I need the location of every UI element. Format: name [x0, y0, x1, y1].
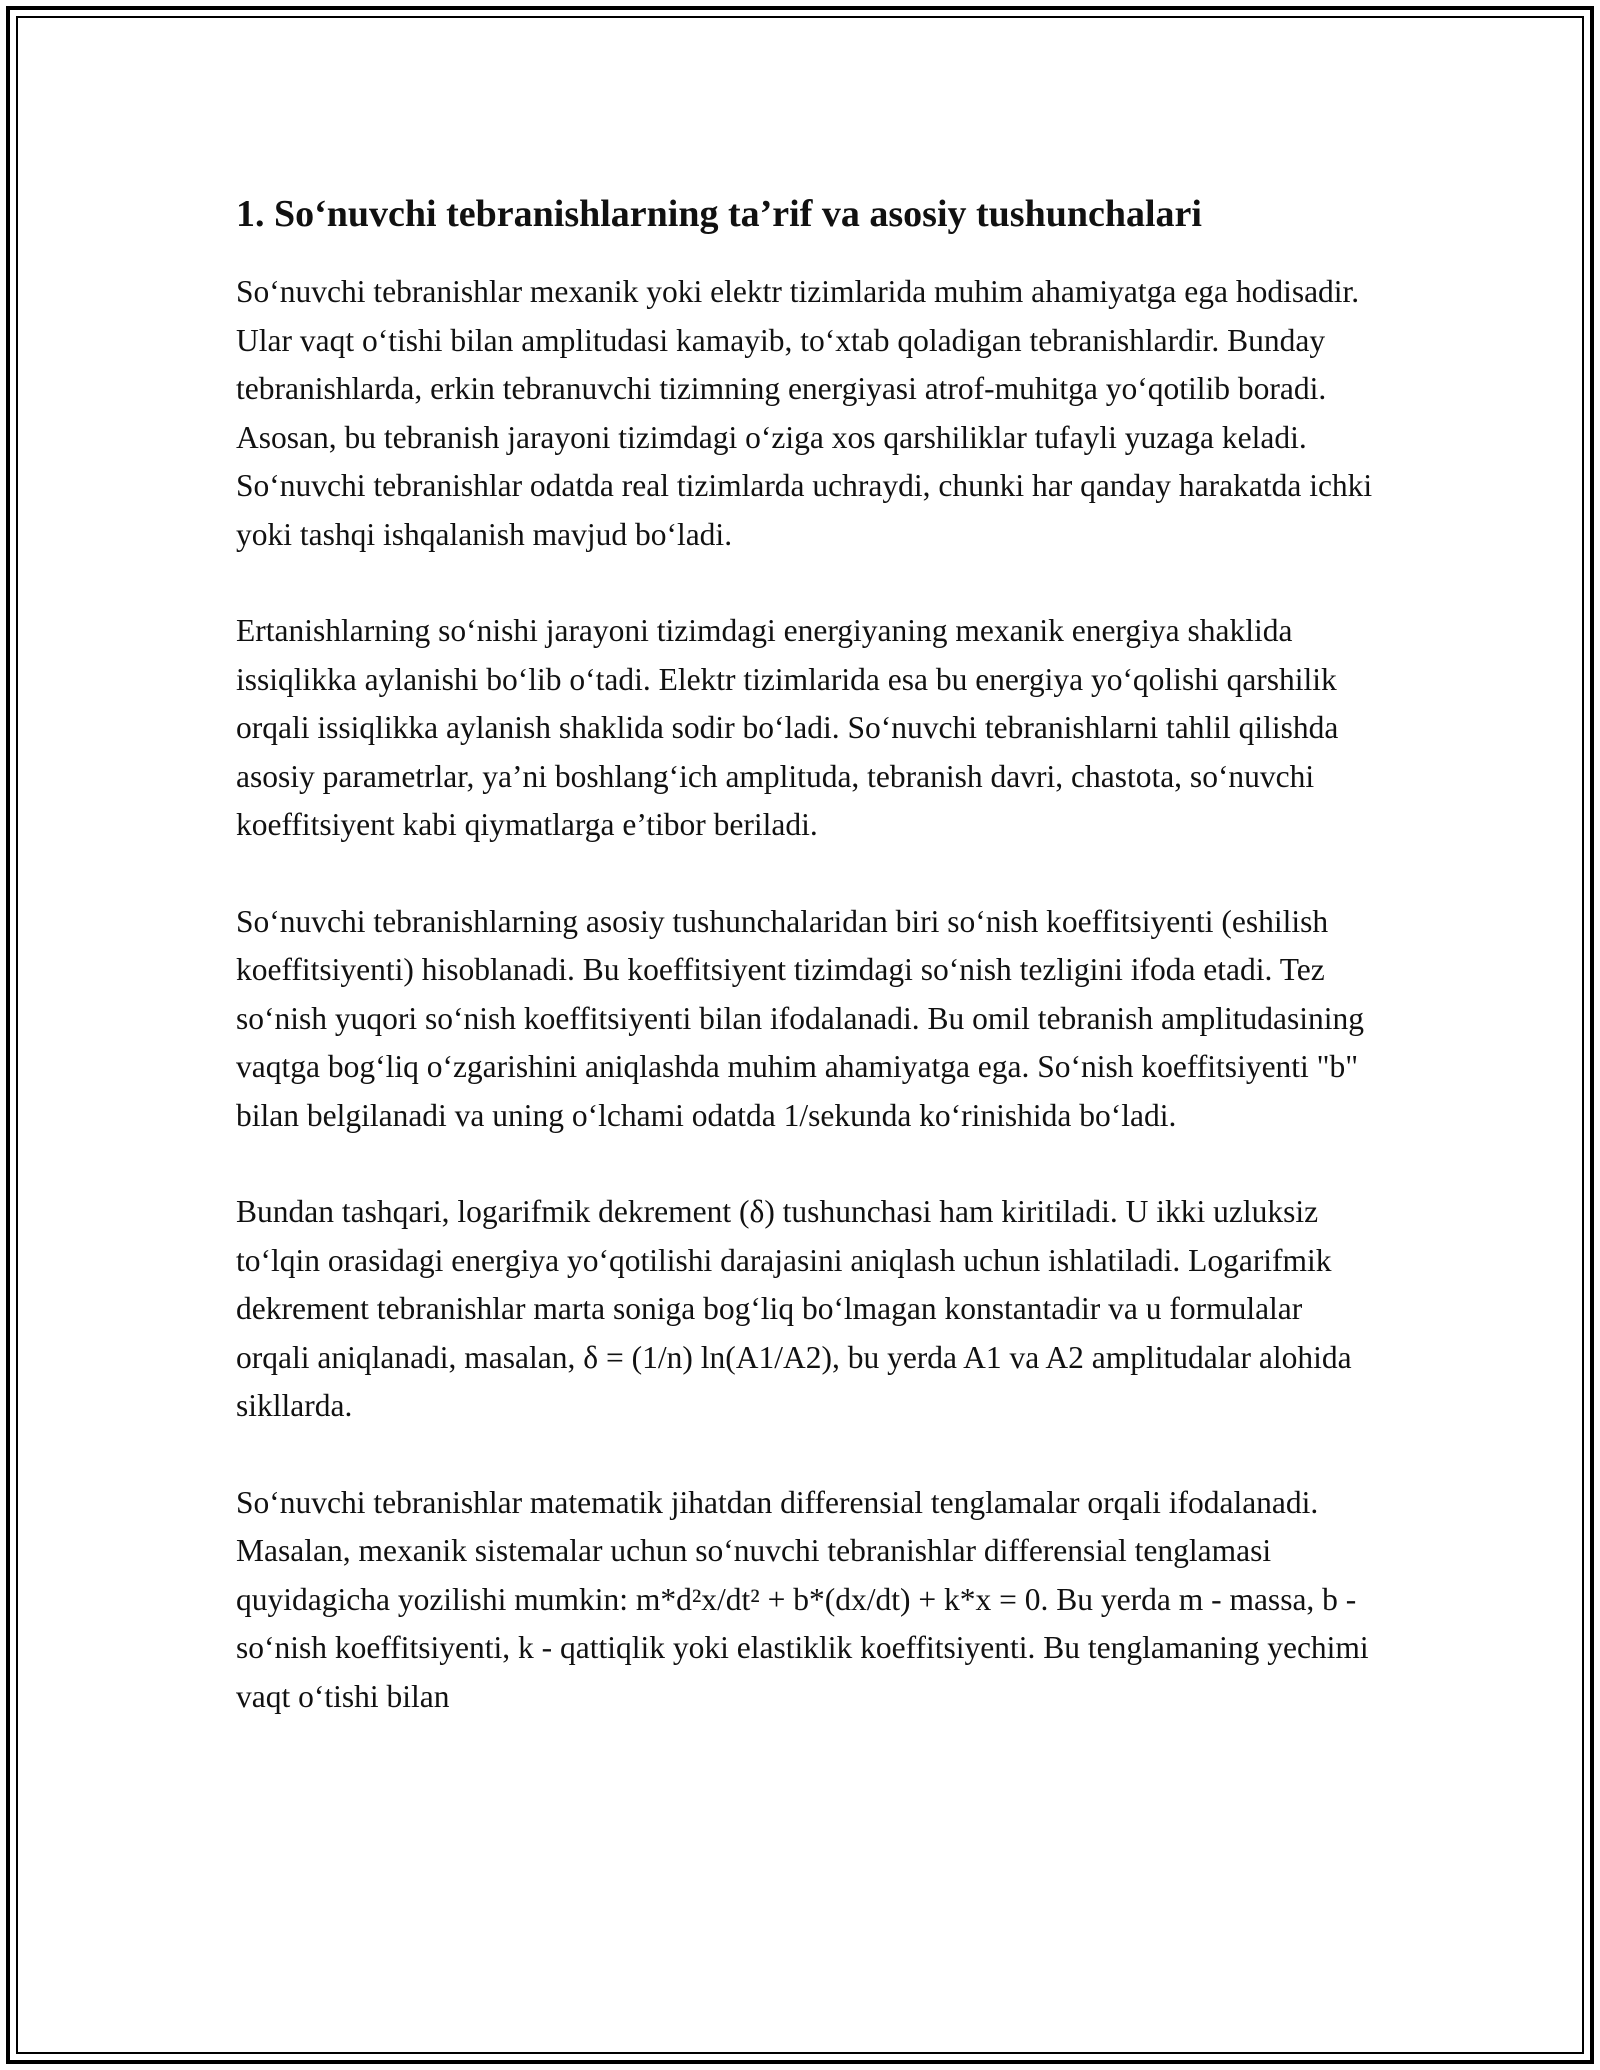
- paragraph-5: So‘nuvchi tebranishlar matematik jihatdan differensial tenglamalar orqali ifodalanadi. Masalan, mexanik sistemalar uchun so‘nuvchi tebranishlar differensial tenglamasi quyidagicha yozilishi mumkin: m*d²x/dt² + b*(dx/dt) + k*x = 0. Bu yerda m - massa, b - so‘nish koeffitsiyenti, k - qattiqlik yoki elastiklik koeffitsiyenti. Bu tenglamaning yechimi vaqt o‘tishi bilan: [236, 1484, 1369, 1714]
- document-body: [236, 188, 1376, 1769]
- paragraph-4: Bundan tashqari, logarifmik dekrement (δ) tushunchasi ham kiritiladi. U ikki uzluksiz to‘lqin orasidagi energiya yo‘qotilishi darajasini aniqlash uchun ishlatiladi. Logarifmik dekrement tebranishlar marta soniga bog‘liq bo‘lmagan konstantadir va u formulalar orqali aniqlanadi, masalan, δ = (1/n) ln(A1/A2), bu yerda A1 va A2 amplitudalar alohida sikllarda.: [236, 1194, 1352, 1423]
- paragraph-3: So‘nuvchi tebranishlarning asosiy tushunchalaridan biri so‘nish koeffitsiyenti (eshilish koeffitsiyenti) hisoblanadi. Bu koeffitsiyent tizimdagi so‘nish tezligini ifoda etadi. Tez so‘nish yuqori so‘nish koeffitsiyenti bilan ifodalanadi. Bu omil tebranish amplitudasining vaqtga bog‘liq o‘zgarishini aniqlashda muhim ahamiyatga ega. So‘nish koeffitsiyenti "b" bilan belgilanadi va uning o‘lchami odatda 1/sekunda ko‘rinishida bo‘ladi.: [236, 903, 1365, 1133]
- paragraph-2: Ertanishlarning so‘nishi jarayoni tizimdagi energiyaning mexanik energiya shaklida issiqlikka aylanishi bo‘lib o‘tadi. Elektr tizimlarida esa bu energiya yo‘qolishi qarshilik orqali issiqlikka aylanish shaklida sodir bo‘ladi. So‘nuvchi tebranishlarni tahlil qilishda asosiy parametrlar, ya’ni boshlang‘ich amplituda, tebranish davri, chastota, so‘nuvchi koeffitsiyent kabi qiymatlarga e’tibor beriladi.: [236, 613, 1339, 842]
- paragraph-1: So‘nuvchi tebranishlar mexanik yoki elektr tizimlarida muhim ahamiyatga ega hodisadir. Ular vaqt o‘tishi bilan amplitudasi kamayib, to‘xtab qoladigan tebranishlardir. Bunday tebranishlarda, erkin tebranuvchi tizimning energiyasi atrof-muhitga yo‘qotilib boradi. Asosan, bu tebranish jarayoni tizimdagi o‘ziga xos qarshiliklar tufayli yuzaga keladi. So‘nuvchi tebranishlar odatda real tizimlarda uchraydi, chunki har qanday harakatda ichki yoki tashqi ishqalanish mavjud bo‘ladi.: [236, 274, 1373, 552]
- section-heading: 1. So‘nuvchi tebranishlarning ta’rif va asosiy tushunchalari: [236, 193, 1202, 235]
